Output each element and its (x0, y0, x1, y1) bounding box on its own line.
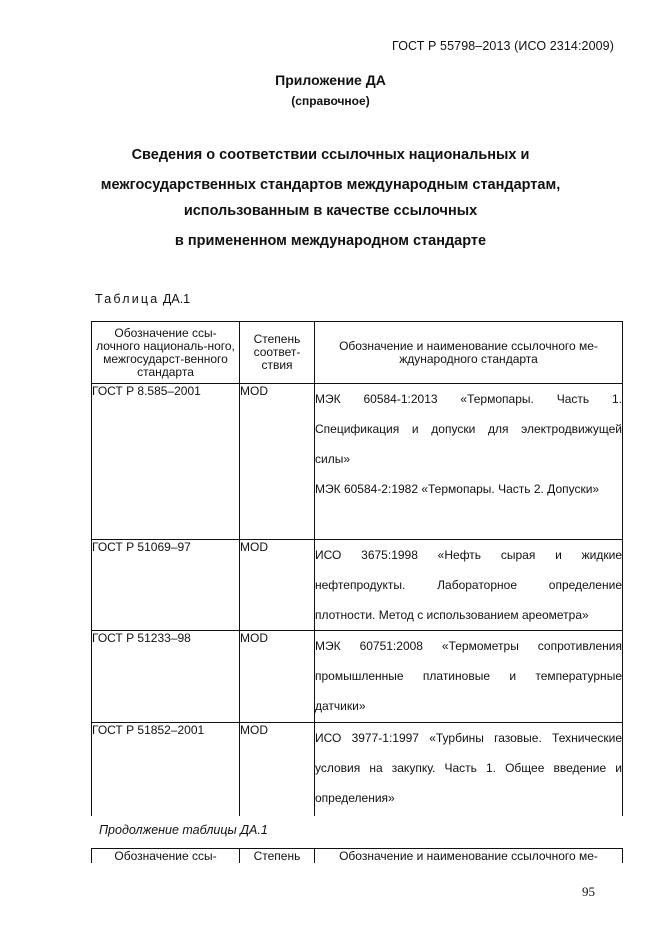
cell-standard: ГОСТ Р 51069–97 (92, 540, 240, 631)
cell-refs (315, 631, 623, 723)
cell-degree: MOD (240, 723, 315, 816)
table-continuation-label: Продолжение таблицы ДА.1 (99, 823, 268, 837)
appendix-title: Приложение ДА (275, 72, 386, 88)
continuation-header-row (92, 849, 623, 864)
table-row (92, 384, 623, 540)
heading-line-4: в примененном международном стандарте (174, 233, 487, 249)
cont-header-degree: Степень (240, 849, 315, 864)
heading-line-3: использованным в качестве ссылочных (183, 203, 478, 219)
cell-standard: ГОСТ Р 51852–2001 (92, 723, 240, 816)
table-row (92, 631, 623, 723)
table-header-row (92, 322, 623, 384)
ref-text: ИСО 3977-1:1997 «Турбины газовые. Технические условия на закупку. Часть 1. Общее введение и определения» (315, 731, 622, 805)
heading-line-2: межгосударственных стандартов международным стандартам, (100, 177, 561, 193)
cont-header-international-standard: Обозначение и наименование ссылочного ме- (315, 849, 623, 864)
page-number: 95 (582, 884, 595, 899)
cell-standard: ГОСТ Р 8.585–2001 (92, 384, 240, 540)
continuation-table (91, 848, 623, 863)
table-label-word: Таблица (95, 292, 160, 306)
cont-header-national-standard: Обозначение ссы- (92, 849, 240, 864)
heading-line-1: Сведения о соответствии ссылочных национальных и (131, 147, 530, 163)
cell-standard: ГОСТ Р 51233–98 (92, 631, 240, 723)
cell-degree: MOD (240, 540, 315, 631)
cell-refs (315, 384, 623, 540)
table-label (95, 292, 190, 306)
header-degree: Степень соответ-ствия (240, 322, 315, 384)
table-row (92, 723, 623, 816)
header-national-standard: Обозначение ссы-лочного националь-ного, межгосударст-венного стандарта (92, 322, 240, 384)
cell-degree: MOD (240, 631, 315, 723)
ref-text: МЭК 60751:2008 «Термометры сопротивления промышленные платиновые и температурные датчики» (315, 639, 622, 713)
cell-degree: MOD (240, 384, 315, 540)
ref-text: МЭК 60584-1:2013 «Термопары. Часть 1. Спецификация и допуски для электродвижущей силы» (315, 392, 622, 466)
standards-table (91, 321, 623, 816)
cell-refs (315, 540, 623, 631)
table-label-number: ДА.1 (162, 292, 191, 306)
document-code-header: ГОСТ Р 55798–2013 (ИСО 2314:2009) (392, 39, 614, 53)
ref-text: ИСО 3675:1998 «Нефть сырая и жидкие нефтепродукты. Лабораторное определение плотности. Метод с использованием ареометра» (315, 548, 622, 622)
cell-refs (315, 723, 623, 816)
header-international-standard: Обозначение и наименование ссылочного ме-ждународного стандарта (315, 322, 623, 384)
appendix-subtitle: (справочное) (291, 94, 370, 108)
table-row (92, 540, 623, 631)
ref-text: МЭК 60584-2:1982 «Термопары. Часть 2. Допуски» (315, 482, 600, 496)
